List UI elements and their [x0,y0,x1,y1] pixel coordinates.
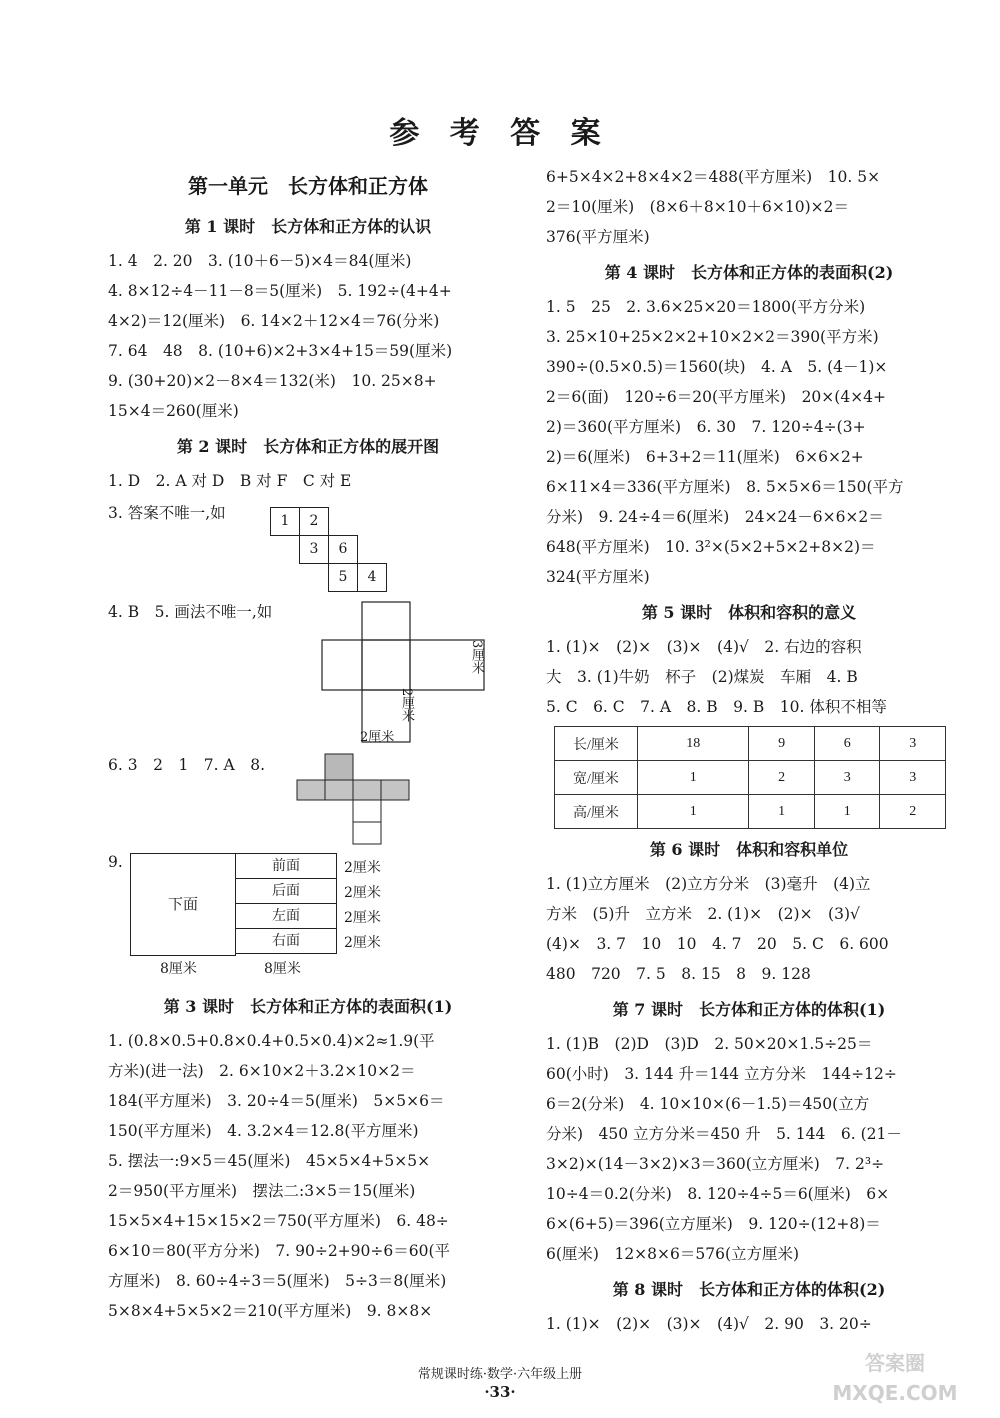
bottom-face: 下面 [130,853,236,956]
answer-line: 390÷(0.5×0.5)＝1560(块) 4. A 5. (4－1)× [546,358,888,376]
answer-line: 1. (1)× (2)× (3)× (4)√ 2. 右边的容积 [546,638,862,656]
answer-line: 6×10＝80(平方分米) 7. 90÷2+90÷6＝60(平 [108,1242,451,1260]
answer-line: 分米) 450 立方分米＝450 升 5. 144 6. (21－ [546,1125,902,1143]
lesson-2-title: 第 2 课时 长方体和正方体的展开图 [176,437,440,456]
answer-line: 10÷4＝0.2(分米) 8. 120÷4÷5＝6(厘米) 6× [546,1185,890,1203]
table-cell: 高/厘米 [555,795,638,829]
table-cell: 1 [638,761,749,795]
table-cell: 6 [814,727,880,761]
answer-line: 480 720 7. 5 8. 15 8 9. 128 [546,965,811,983]
answer-line: 150(平方厘米) 4. 3.2×4＝12.8(平方厘米) [108,1122,419,1140]
lesson-3-title: 第 3 课时 长方体和正方体的表面积(1) [163,997,453,1016]
dimension-label: 2厘米 [344,935,381,951]
net-cell: 1 [270,507,300,536]
answer-line: 1. (1)× (2)× (3)× (4)√ 2. 90 3. 20÷ [546,1315,872,1333]
answer-line: 1. (1)立方厘米 (2)立方分米 (3)毫升 (4)立 [546,875,871,893]
answer-line: 6. 3 2 1 7. A 8. [108,756,265,774]
answer-line: 6＝2(分米) 4. 10×10×(6－1.5)＝450(立方 [546,1095,870,1113]
table-row [555,795,946,829]
answer-line: 方米 (5)升 立方米 2. (1)× (2)× (3)√ [546,905,860,923]
answer-line: 184(平方厘米) 3. 20÷4＝5(厘米) 5×5×6＝ [108,1092,445,1110]
lesson-6-title: 第 6 课时 体积和容积单位 [649,840,849,859]
answer-line: 4×2)＝12(厘米) 6. 14×2＋12×4＝76(分米) [108,312,440,330]
answer-line: 2＝6(面) 120÷6＝20(平方厘米) 20×(4×4+ [546,388,887,406]
dimension-label: 2厘米 [344,885,381,901]
table-cell: 3 [880,761,946,795]
answer-line: 1. (1)B (2)D (3)D 2. 50×20×1.5÷25＝ [546,1035,873,1053]
answer-line: 9. (30+20)×2－8×4＝132(米) 10. 25×8+ [108,372,437,390]
lesson-3-block [108,986,508,1326]
lesson-1-answers [108,246,508,426]
dimension-label: 8厘米 [160,961,197,977]
answer-line: 1. (0.8×0.5+0.8×0.4+0.5×0.4)×2≈1.9(平 [108,1032,435,1050]
face-label: 右面 [235,928,337,954]
face-label: 前面 [235,853,337,879]
page-number: ·33· [484,1383,516,1401]
net-cell: 4 [357,563,387,592]
net-cell: 3 [299,535,329,564]
answer-line: 6×(6+5)＝396(立方厘米) 9. 120÷(12+8)＝ [546,1215,881,1233]
unit-title: 第一单元 长方体和正方体 [188,174,428,198]
net-cell: 5 [328,563,358,592]
table-row [555,727,946,761]
answer-line: 5×8×4+5×5×2＝210(平方厘米) 9. 8×8× [108,1302,433,1320]
answer-line: 1. D 2. A 对 D B 对 F C 对 E [108,472,352,490]
question-number: 9. [108,853,123,871]
answer-line: 2＝950(平方厘米) 摆法二:3×5＝15(厘米) [108,1182,416,1200]
answer-line: 4. 8×12÷4－11－8＝5(厘米) 5. 192÷(4+4+ [108,282,452,300]
page-title: 参 考 答 案 [389,116,611,151]
lesson-8-title: 第 8 课时 长方体和正方体的体积(2) [612,1280,886,1299]
cube-net-figure [270,507,390,593]
dimension-label: 2厘米 [360,730,395,745]
answer-line: 7. 64 48 8. (10+6)×2+3×4+15＝59(厘米) [108,342,453,360]
answer-line: 大 3. (1)牛奶 杯子 (2)煤炭 车厢 4. B [546,668,858,686]
watermark-logo: 答案圈 MXQE.COM [832,1351,958,1405]
dimension-label: 3厘米 [469,640,484,675]
table-cell: 长/厘米 [555,727,638,761]
lesson-4-title: 第 4 课时 长方体和正方体的表面积(2) [604,263,894,282]
dimension-label: 2厘米 [399,688,414,723]
table-cell: 1 [749,795,815,829]
answer-line: 15×4＝260(厘米) [108,402,239,420]
lesson-1-title: 第 1 课时 长方体和正方体的认识 [184,217,432,236]
answer-line: 2＝10(厘米) (8×6＋8×10＋6×10)×2＝ [546,198,849,216]
table-cell: 1 [638,795,749,829]
dimension-label: 8厘米 [264,961,301,977]
lesson-5-title: 第 5 课时 体积和容积的意义 [641,603,857,622]
dimension-label: 2厘米 [344,860,381,876]
answer-line: 324(平方厘米) [546,568,650,586]
table-cell: 9 [749,727,815,761]
left-column [108,164,508,496]
answer-line: 6+5×4×2+8×4×2＝488(平方厘米) 10. 5× [546,168,881,186]
answer-line: 方米)(进一法) 2. 6×10×2＋3.2×10×2＝ [108,1062,416,1080]
answer-line: 60(小时) 3. 144 升＝144 立方分米 144÷12÷ [546,1065,897,1083]
answer-line: 3×2)×(14－3×2)×3＝360(立方厘米) 7. 2³÷ [546,1155,885,1173]
answer-line: 15×5×4+15×15×2＝750(平方厘米) 6. 48÷ [108,1212,449,1230]
table-cell: 2 [880,795,946,829]
right-column [546,162,952,1339]
table-cell: 宽/厘米 [555,761,638,795]
table-cell: 3 [880,727,946,761]
answer-line: 3. 25×10+25×2×2+10×2×2＝390(平方米) [546,328,879,346]
face-label: 后面 [235,878,337,904]
answer-line: 5. 摆法一:9×5＝45(厘米) 45×5×4+5×5× [108,1152,431,1170]
volume-table [554,726,946,829]
answer-line: 648(平方厘米) 10. 3²×(5×2+5×2+8×2)＝ [546,538,876,556]
answer-line: 2)＝360(平方厘米) 6. 30 7. 120÷4÷(3+ [546,418,866,436]
net-cell: 6 [328,535,358,564]
table-cell: 2 [749,761,815,795]
footer-text: 常规课时练·数学·六年级上册 [417,1367,583,1382]
answer-line: 5. C 6. C 7. A 8. B 9. B 10. 体积不相等 [546,698,887,716]
table-cell: 3 [814,761,880,795]
answer-line: 3. 答案不唯一,如 [108,504,226,522]
net-cell: 2 [299,507,329,536]
answer-line: 6(厘米) 12×8×6＝576(立方厘米) [546,1245,800,1263]
table-cell: 18 [638,727,749,761]
answer-line: 分米) 9. 24÷4＝6(厘米) 24×24－6×6×2＝ [546,508,884,526]
answer-line: 1. 5 25 2. 3.6×25×20＝1800(平方分米) [546,298,866,316]
answer-line: 1. 4 2. 20 3. (10＋6－5)×4＝84(厘米) [108,252,412,270]
dimension-label: 2厘米 [344,910,381,926]
lesson-7-title: 第 7 课时 长方体和正方体的体积(1) [612,1000,886,1019]
table-cell: 1 [814,795,880,829]
table-row [555,761,946,795]
face-label: 左面 [235,903,337,929]
answer-line: 4. B 5. 画法不唯一,如 [108,603,273,621]
answer-line: 376(平方厘米) [546,228,650,246]
answer-line: 2)＝6(厘米) 6+3+2＝11(厘米) 6×6×2+ [546,448,864,466]
answer-line: 6×11×4＝336(平方厘米) 8. 5×5×6＝150(平方 [546,478,904,496]
answer-line: 方厘米) 8. 60÷4÷3＝5(厘米) 5÷3＝8(厘米) [108,1272,447,1290]
answer-line: (4)× 3. 7 10 10 4. 7 20 5. C 6. 600 [546,935,889,953]
shaded-net-figure [294,752,414,846]
